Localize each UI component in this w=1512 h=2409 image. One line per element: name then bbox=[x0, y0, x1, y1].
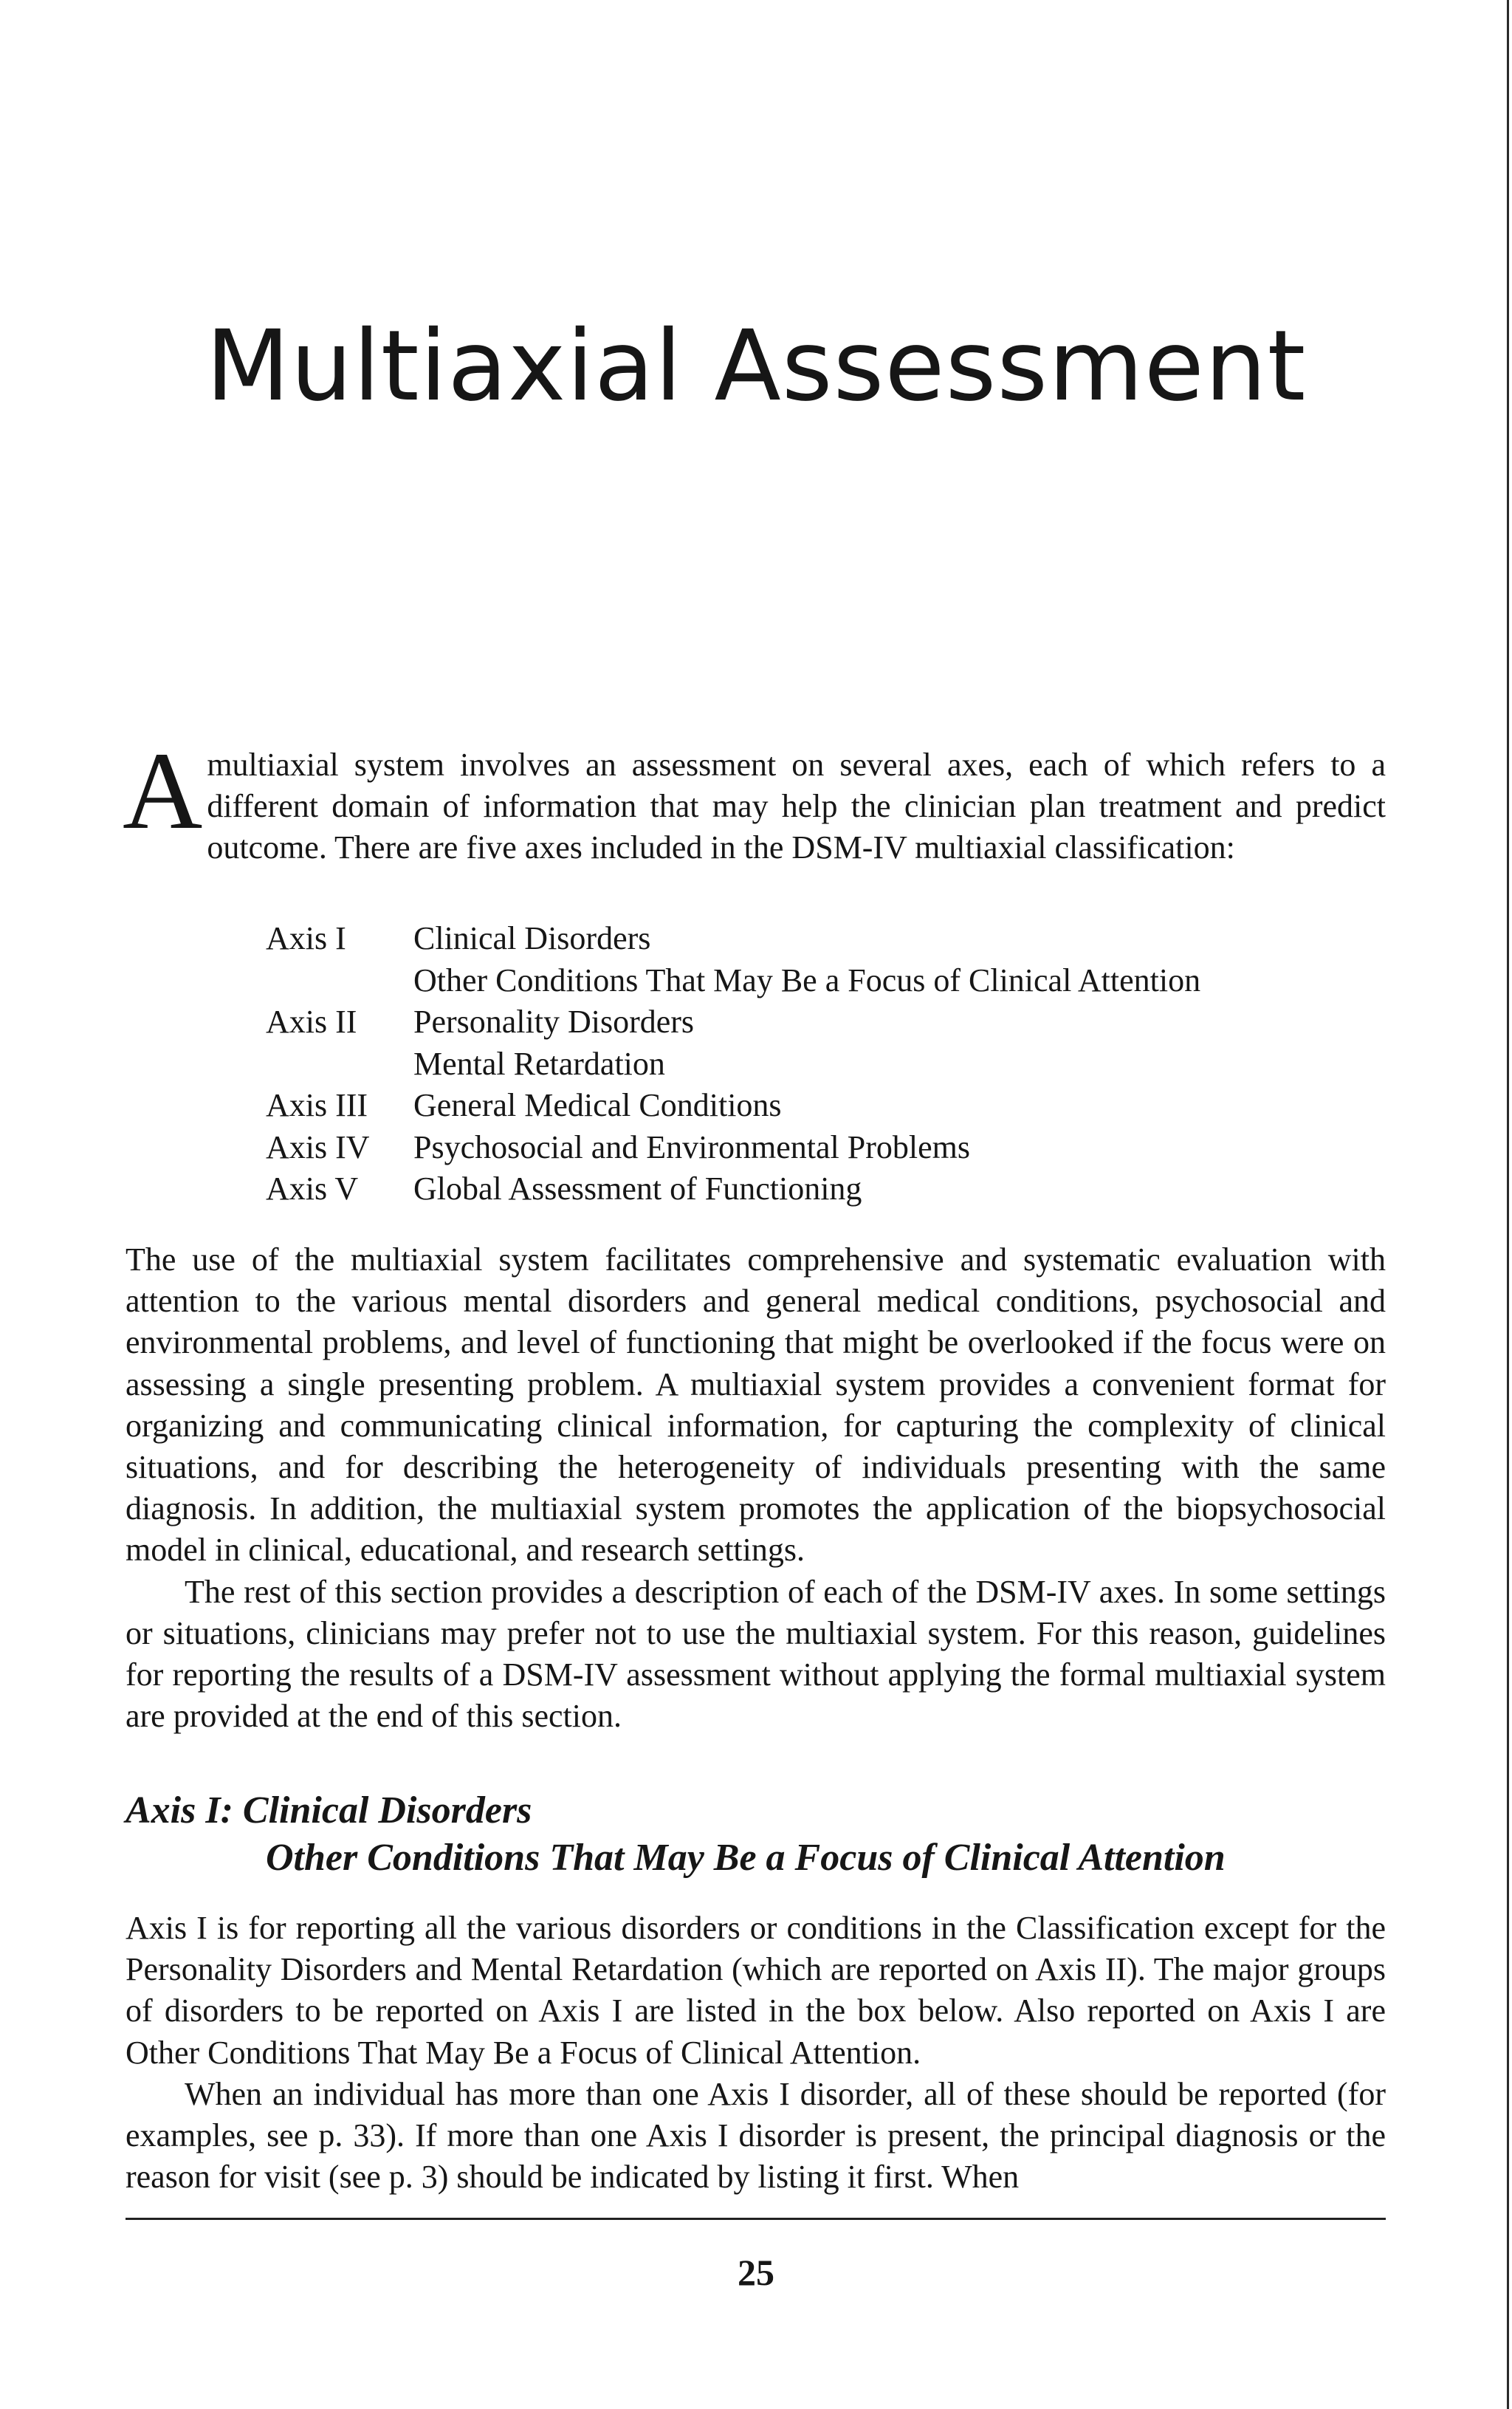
section-heading bbox=[126, 1787, 1226, 1882]
axis-label: Mental Retardation bbox=[413, 1045, 665, 1082]
intro-text: multiaxial system involves an assessment on several axes, each of which refers to a different domain of information that may help the clinician plan treatment and predict outcome. There are five axes included in the DSM-IV multiaxial classification: bbox=[207, 747, 1386, 866]
axis-label: Personality Disorders bbox=[413, 1004, 695, 1040]
section-paragraph: When an individual has more than one Axis I disorder, all of these should be reported (for examples, see p. 33). If more than one Axis I disorder is present, the principal diagnosis or the reason for visit (see p. 3) should be indicated by listing it first. When bbox=[126, 2075, 1386, 2196]
axis-label: General Medical Conditions bbox=[413, 1087, 782, 1123]
intro-paragraph bbox=[123, 730, 1386, 868]
axis-row bbox=[266, 1001, 1200, 1044]
axis-row bbox=[266, 1085, 1200, 1127]
axis-row bbox=[266, 1044, 1200, 1086]
body-text bbox=[126, 1239, 1386, 1737]
axis-name: Axis I bbox=[266, 920, 346, 956]
body-paragraph: The use of the multiaxial system facilitates comprehensive and systematic evaluation with attention to the various mental disorders and general medical conditions, psychosocial and environmental problems, and level of functioning that might be overlooked if the focus were on assessing a single presenting problem. A multiaxial system provides a convenient format for organizing and communicating clinical information, for capturing the complexity of clinical situations, and for describing the heterogeneity of individuals presenting with the same diagnosis. In addition, the multiaxial system promotes the application of the biopsychosocial model in clinical, educational, and research settings. bbox=[126, 1241, 1386, 1569]
section-heading-line2: Other Conditions That May Be a Focus of Clinical Attention bbox=[266, 1837, 1226, 1879]
section-body-text bbox=[126, 1908, 1386, 2198]
axis-label: Global Assessment of Functioning bbox=[413, 1171, 862, 1207]
page-number: 25 bbox=[738, 2252, 774, 2293]
axis-name: Axis III bbox=[266, 1087, 368, 1123]
axis-list bbox=[266, 918, 1200, 1210]
section-paragraph: Axis I is for reporting all the various disorders or conditions in the Classification except for the Personality Disorders and Mental Retardation (which are reported on Axis II). The major groups of disorders to be reported on Axis I are listed in the box below. Also reported on Axis I are Other Conditions That May Be a Focus of Clinical Attention. bbox=[126, 1910, 1386, 2071]
axis-row bbox=[266, 1127, 1200, 1169]
axis-name bbox=[266, 1044, 413, 1086]
axis-name: Axis V bbox=[266, 1171, 359, 1207]
body-paragraph: The rest of this section provides a description of each of the DSM-IV axes. In some settings or situations, clinicians may prefer not to use the multiaxial system. For this reason, guidelines for reporting the results of a DSM-IV assessment without applying the formal multiaxial system are provided at the end of this section. bbox=[126, 1573, 1386, 1735]
drop-cap: A bbox=[123, 730, 203, 852]
axis-name: Axis II bbox=[266, 1004, 357, 1040]
axis-label: Other Conditions That May Be a Focus of Clinical Attention bbox=[413, 962, 1201, 998]
axis-row bbox=[266, 960, 1200, 1002]
axis-name bbox=[266, 960, 413, 1002]
axis-label: Clinical Disorders bbox=[413, 920, 651, 956]
chapter-title: Multiaxial Assessment bbox=[205, 309, 1307, 423]
axis-name: Axis IV bbox=[266, 1128, 370, 1165]
footer-rule bbox=[126, 2218, 1386, 2220]
section-heading-line1: Axis I: Clinical Disorders bbox=[126, 1789, 532, 1831]
axis-row bbox=[266, 918, 1200, 960]
axis-label: Psychosocial and Environmental Problems bbox=[413, 1128, 970, 1165]
axis-row bbox=[266, 1168, 1200, 1210]
